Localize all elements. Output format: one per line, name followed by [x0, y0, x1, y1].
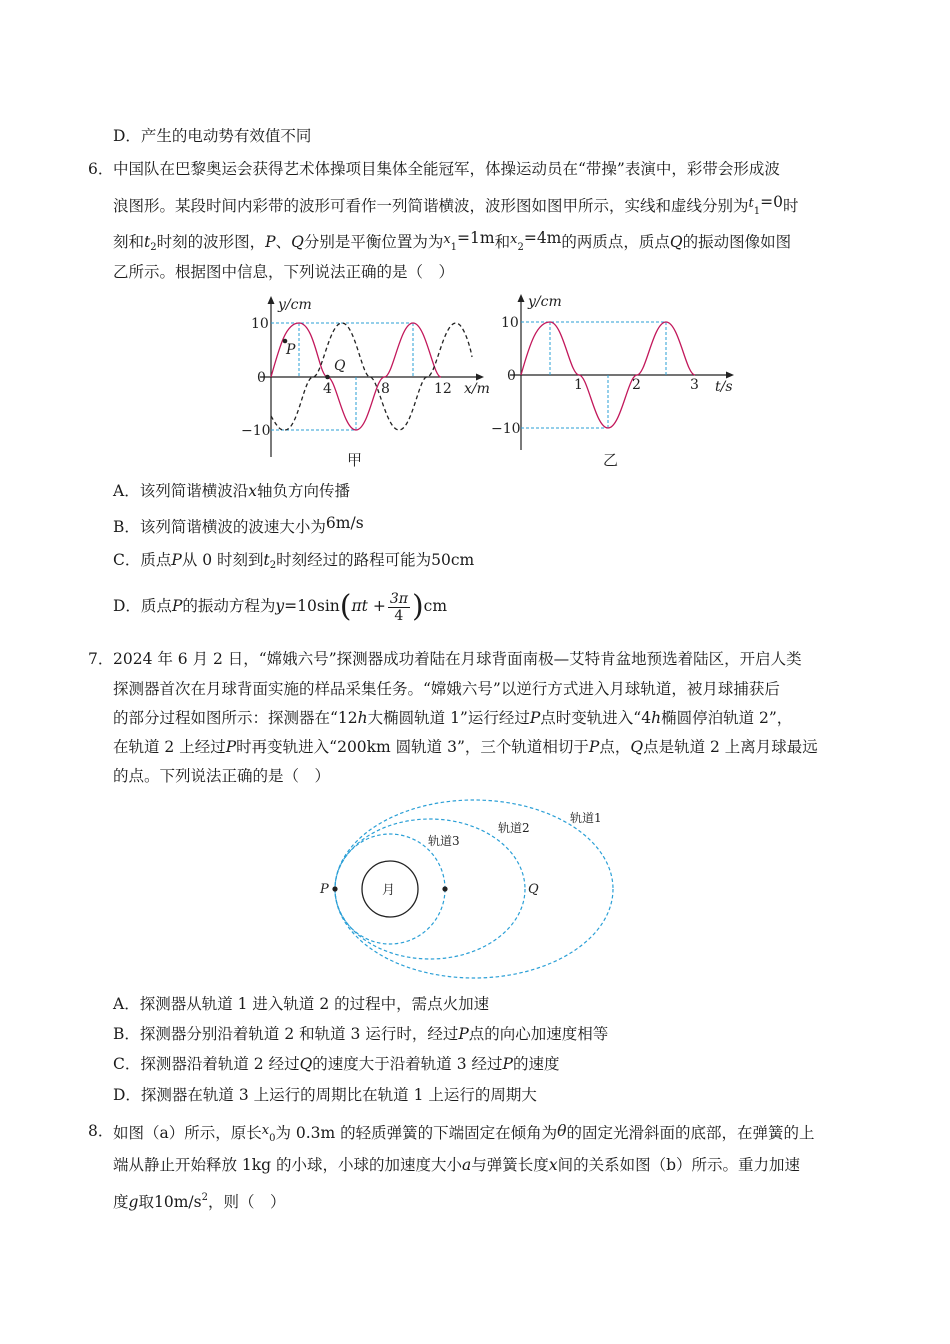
q6-option-d: D．质点P的振动方程为y=10sin(πt + $\frac{3\pi}{4}$ )cm — [113, 589, 448, 624]
q7-option-b: B．探测器分别沿着轨道 2 和轨道 3 运行时，经过P点的向心加速度相等 — [113, 1025, 609, 1043]
q7-line-3: 的部分过程如图所示：探测器在“12h大椭圆轨道 1”运行经过P点时变轨进入“4h椭圆停泊轨道 2”， — [113, 709, 793, 727]
yi-x-axis-label: t/s — [715, 379, 733, 395]
jia-point-p-label: P — [286, 342, 296, 358]
wave-graph-jia — [240, 292, 500, 470]
jia-y-tick-neg10: −10 — [241, 423, 271, 439]
yi-y-tick-neg10: −10 — [491, 421, 521, 437]
yi-caption: 乙 — [603, 451, 619, 469]
jia-y-tick-10: 10 — [251, 316, 269, 332]
q6-line-2: 浪图形。某段时间内彩带的波形可看作一列简谐横波，波形图如图甲所示，实线和虚线分别为$^t_1$=0时 — [113, 193, 799, 217]
q7-line-1: 2024 年 6 月 2 日，“嫦娥六号”探测器成功着陆在月球背面南极—艾特肯盆地预选着陆区，开启人类 — [113, 650, 802, 668]
q8-line-1: 如图（a）所示，原长$^x_0$为 0.3m 的轻质弹簧的下端固定在倾角为θ的固定光滑斜面的底部，在弹簧的上 — [113, 1122, 815, 1144]
yi-x-tick-2: 2 — [632, 377, 641, 393]
orbit-point-p-label: P — [320, 882, 329, 897]
q7-line-2: 探测器首次在月球背面实施的样品采集任务。“嫦娥六号”以逆行方式进入月球轨道，被月球捕获后 — [113, 680, 780, 698]
yi-y-tick-10: 10 — [501, 315, 519, 331]
jia-x-tick-4: 4 — [323, 381, 332, 397]
yi-y-tick-0: 0 — [507, 368, 516, 384]
q6-line-3: 刻和$t_2$时刻的波形图，P、Q分别是平衡位置为为$^x_1$=1m和$^x_2$=4m的两质点，质点Q的振动图像如图 — [113, 229, 792, 253]
orbit-diagram — [310, 795, 640, 980]
orbit-1-label: 轨道1 — [570, 811, 602, 825]
q6-line-1: 中国队在巴黎奥运会获得艺术体操项目集体全能冠军，体操运动员在“带操”表演中，彩带会形成波 — [113, 160, 780, 178]
q6-line-4: 乙所示。根据图中信息，下列说法正确的是（ ） — [113, 263, 455, 281]
orbit-3-label: 轨道3 — [428, 834, 460, 848]
q7-option-d: D．探测器在轨道 3 上运行的周期比在轨道 1 上运行的周期大 — [113, 1086, 537, 1104]
orbit-2-label: 轨道2 — [498, 821, 530, 835]
q8-line-3: 度g取$10m/s^2$，则（ ） — [113, 1192, 286, 1211]
q7-option-c: C．探测器沿着轨道 2 经过Q的速度大于沿着轨道 3 经过P的速度 — [113, 1055, 560, 1073]
jia-y-axis-label: y/cm — [278, 297, 312, 313]
vibration-graph-yi — [490, 290, 745, 470]
yi-y-axis-label: y/cm — [528, 294, 562, 310]
q8-line-2: 端从静止开始释放 1kg 的小球，小球的加速度大小a与弹簧长度x间的关系如图（b）所示。重力加速 — [113, 1156, 800, 1174]
q6-option-c: C．质点P从 0 时刻到$t_2$时刻经过的路程可能为50cm — [113, 551, 475, 571]
jia-x-axis-label: x/m — [464, 381, 490, 397]
jia-y-tick-0: 0 — [257, 370, 266, 386]
q8-number: 8． — [88, 1122, 114, 1140]
q5-option-d: D．产生的电动势有效值不同 — [113, 127, 312, 145]
orbit-point-q-label: Q — [528, 882, 539, 897]
yi-x-tick-3: 3 — [690, 377, 699, 393]
q7-number: 7． — [88, 650, 114, 668]
q6-option-b: B．该列简谐横波的波速大小为6m/s — [113, 514, 364, 536]
moon-label: 月 — [382, 883, 396, 898]
q7-option-a: A．探测器从轨道 1 进入轨道 2 的过程中，需点火加速 — [113, 995, 490, 1013]
q7-line-5: 的点。下列说法正确的是（ ） — [113, 767, 331, 785]
jia-point-q-label: Q — [334, 358, 346, 374]
jia-x-tick-12: 12 — [434, 381, 452, 397]
jia-caption: 甲 — [347, 451, 363, 469]
yi-x-tick-1: 1 — [574, 377, 583, 393]
q6-number: 6． — [88, 160, 114, 178]
q6-option-a: A．该列简谐横波沿x轴负方向传播 — [113, 482, 350, 500]
jia-x-tick-8: 8 — [381, 381, 390, 397]
q7-line-4: 在轨道 2 上经过P时再变轨进入“200km 圆轨道 3”，三个轨道相切于P点，Q点是轨道 2 上离月球最远 — [113, 738, 818, 756]
